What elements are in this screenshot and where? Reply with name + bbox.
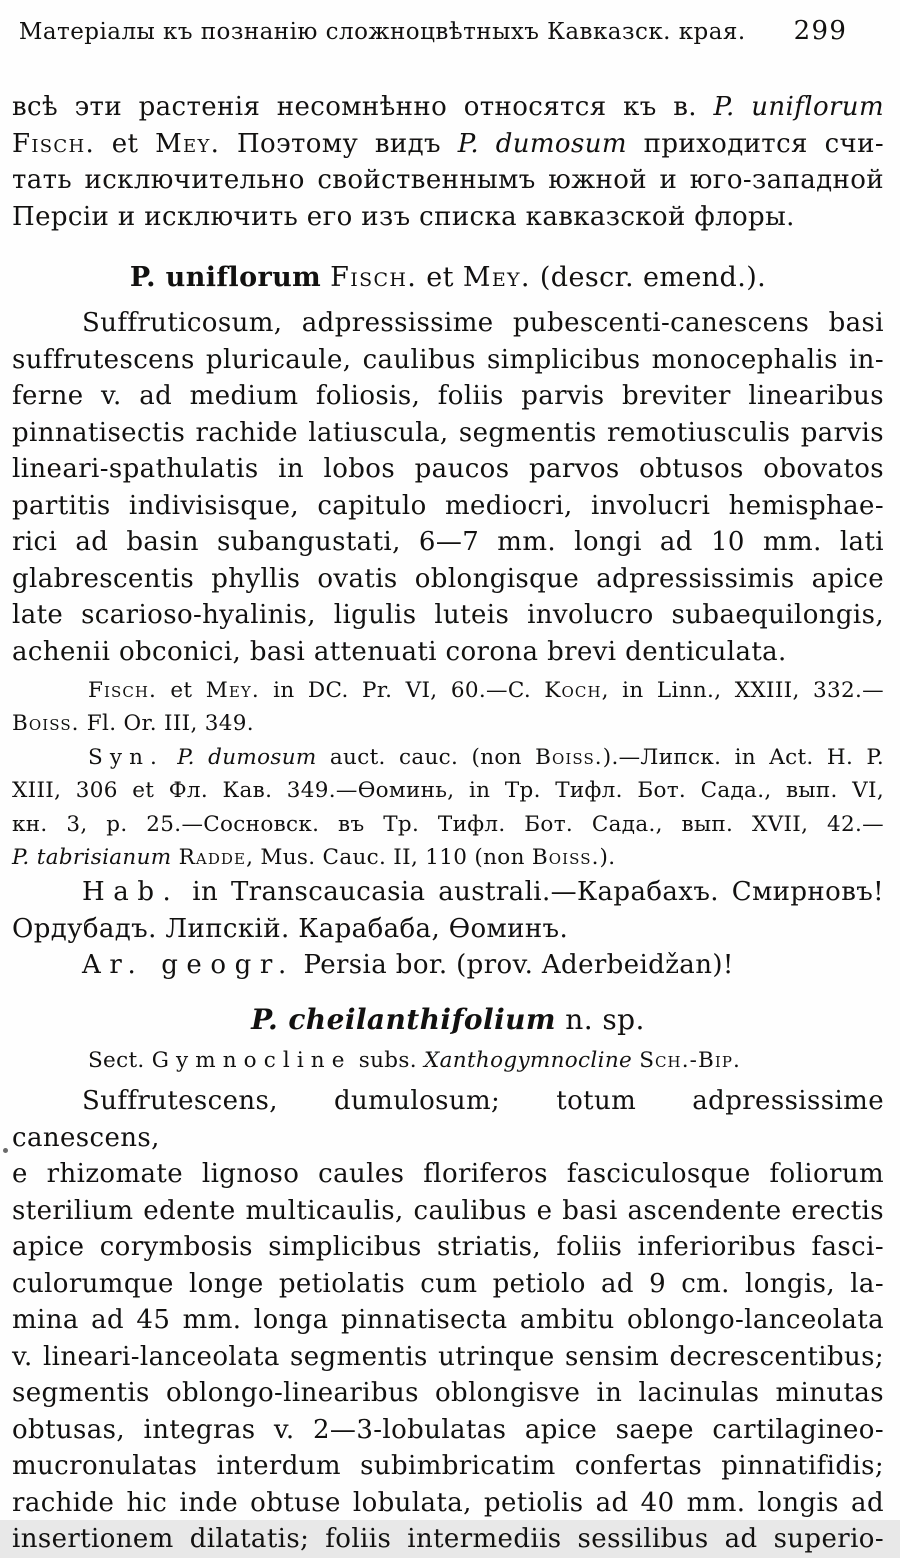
text-line [12,808,884,841]
scan-artifact-dot [3,1148,8,1153]
text-line [12,1448,884,1485]
text-segment: achenii obconici, basi attenuati corona brevi denticulata. [12,636,787,667]
text-line [12,1193,884,1230]
text-segment: Поэтому видъ [220,128,458,159]
text-line [12,947,884,984]
text-segment: Suffruticosum, adpressissime pubescenti-canescens basi [82,308,884,338]
text-segment [171,845,178,870]
text-segment: partitis indivisisque, capitulo mediocri, involucri hemisphae- [12,490,884,521]
text-segment: Mey. [462,262,531,293]
text-segment: e rhizomate lignoso caules floriferos fasciculosque foliorum [12,1159,884,1190]
text-segment [164,745,177,770]
text-segment: , in Linn., XXIII, 332.— [601,678,884,703]
text-segment: obtusas, integras v. 2—3-lobulatas apice saepe cartilagineo- [12,1414,884,1445]
text-segment: in Transcaucasia australi.—Карабахъ. Смирновъ! [179,877,884,908]
text-segment: Mey. [155,128,221,159]
text-segment: Fisch. [88,678,157,703]
text-segment: (descr. emend.). [530,262,767,293]
text-line [12,415,884,452]
text-line [12,488,884,525]
text-line [12,524,884,561]
text-line [12,841,884,874]
text-segment: Fisch. [330,262,418,293]
text-line [12,342,884,379]
text-segment: sterilium edente multicaulis, caulibus e basi ascendente erectis [12,1195,884,1226]
text-segment: Hab. [82,877,180,908]
text-segment: Persia bor. (prov. Aderbeidžan)! [294,950,734,981]
text-segment: v. lineari-lanceolata segmentis utrinque sensim decrescentibus; [12,1341,884,1372]
uniflorum-citations [12,674,884,874]
text-line [12,1266,884,1303]
text-segment: P. tabrisianum [12,845,172,871]
cheilanthifolium-section [12,1044,884,1077]
text-segment: Koch [544,678,602,703]
text-segment: subs. [351,1047,425,1073]
text-segment: auct. cauc. (non [316,744,536,770]
text-segment: ).—Липск. in Act. H. P. [602,744,884,770]
text-line [12,1412,884,1449]
text-segment: n. sp. [555,1002,645,1036]
text-segment: Boiss. [12,711,80,737]
text-line [12,89,884,126]
uniflorum-area [12,947,884,984]
text-segment: Fisch. [12,128,96,159]
text-segment: et [156,678,206,703]
text-segment: late scarioso-hyalinis, ligulis luteis involucro subaequilongis, [12,600,884,630]
text-segment: rici ad basin subangustati, 6—7 mm. longi ad 10 mm. lati [12,527,884,557]
text-segment: ferne v. ad medium foliosis, foliis parvis breviter linearibus [12,381,884,411]
text-line [12,199,884,236]
text-line [12,1083,884,1156]
cheilanthifolium-heading [12,1000,884,1040]
text-segment: pinnatisectis rachide latiuscula, segmentis remotiusculis parvis [12,417,884,448]
text-line [12,126,884,163]
running-header [0,16,860,47]
text-segment: P. uniflorum [713,92,884,122]
text-line [12,1302,884,1339]
text-line [12,874,884,911]
text-line [12,162,884,199]
text-segment: Suffrutescens, dumulosum; totum adpressissime canescens, [12,1086,884,1153]
text-segment: приходится счи- [626,128,884,159]
page-number: 299 [793,16,848,46]
text-segment: XIII, 306 et Фл. Кав. 349.—Ѳоминь, in Тр. Тифл. Бот. Сада., вып. VI, [12,778,884,804]
text-segment: кн. 3, p. 25.—Сосновск. въ Тр. Тифл. Бот. Сада., вып. XVII, 42.— [12,811,884,837]
text-segment: Boiss. [535,744,603,770]
text-segment: mucronulatas interdum subimbricatim confertas pinnatifidis; [12,1451,884,1482]
text-line [12,911,884,948]
text-segment: Персіи и исключить его изъ списка кавказской флоры. [12,201,795,232]
text-segment: Syn. [88,744,164,770]
page-body [12,89,884,1558]
text-line [12,597,884,634]
text-line [12,378,884,415]
text-segment: Gymnocline [151,1047,352,1073]
text-segment: insertionem dilatatis; foliis intermediis sessilibus ad superio- [12,1524,884,1555]
text-line [12,707,884,740]
text-segment: culorumque longe petiolatis cum petiolo ad 9 cm. longis, la- [12,1268,884,1299]
intro-paragraph [12,89,884,235]
text-line [12,1339,884,1376]
text-line [12,1229,884,1266]
text-line [12,1044,884,1077]
text-segment: Ордубадъ. Липскій. Карабаба, Ѳоминъ. [12,913,569,944]
text-line [12,305,884,342]
text-segment: et [417,262,463,293]
text-segment: P. cheilanthifolium [251,1002,556,1036]
text-segment: Boiss. [531,845,600,871]
text-segment: apice corymbosis simplicibus striatis, foliis inferioribus fasci- [12,1232,884,1263]
text-segment: glabrescentis phyllis ovatis oblongisque adpressissimis apice [12,563,884,594]
text-segment: , Mus. Cauc. II, 110 (non [246,845,532,871]
text-segment [321,262,330,293]
text-line [12,259,884,297]
text-segment: Ar. geogr. [82,950,295,981]
text-line [12,774,884,807]
text-line [12,1000,884,1040]
running-header-title: Матеріалы къ познанію сложноцвѣтныхъ Кавказск. края. [18,19,746,45]
uniflorum-habitat [12,874,884,947]
text-segment: всѣ эти растенія несомнѣнно относятся къ в. [12,92,714,122]
text-line [12,674,884,707]
text-segment: segmentis oblongo-linearibus oblongisve in lacinulas minutas [12,1378,884,1409]
text-line [12,1375,884,1412]
text-segment: Radde [178,845,247,871]
text-segment: Sect. [88,1047,152,1073]
text-segment: P. dumosum [457,128,627,159]
uniflorum-heading [12,259,884,297]
text-segment: Xanthogymnocline [424,1047,633,1073]
text-line [12,634,884,671]
text-line [12,741,884,774]
text-segment: lineari-spathulatis in lobos paucos parvos obtusos obovatos [12,454,884,484]
text-segment: тать исключительно свойственнымъ южной и юго-западной [12,165,884,195]
text-line [12,1156,884,1193]
text-segment: et [95,128,156,159]
text-segment: suffrutescens pluricaule, caulibus simplicibus monocephalis in- [12,344,884,375]
cheilanthifolium-description [12,1083,884,1558]
text-segment: in DC. Pr. VI, 60.—C. [259,678,545,703]
text-segment: Mey. [205,678,260,703]
text-line [12,1521,884,1558]
uniflorum-description [12,305,884,670]
text-segment: ). [599,845,616,871]
text-segment: P. uniflorum [129,262,322,293]
text-segment: Sch.-Bip. [639,1047,741,1073]
text-line [12,451,884,488]
text-line [12,1485,884,1522]
text-segment: Fl. Or. III, 349. [79,711,254,737]
text-segment: P. dumosum [177,744,317,770]
text-segment: rachide hic inde obtuse lobulata, petiolis ad 40 mm. longis ad [12,1487,884,1518]
text-line [12,561,884,598]
page-content [12,16,884,1558]
text-segment: mina ad 45 mm. longa pinnatisecta ambitu oblongo-lanceolata [12,1305,884,1336]
